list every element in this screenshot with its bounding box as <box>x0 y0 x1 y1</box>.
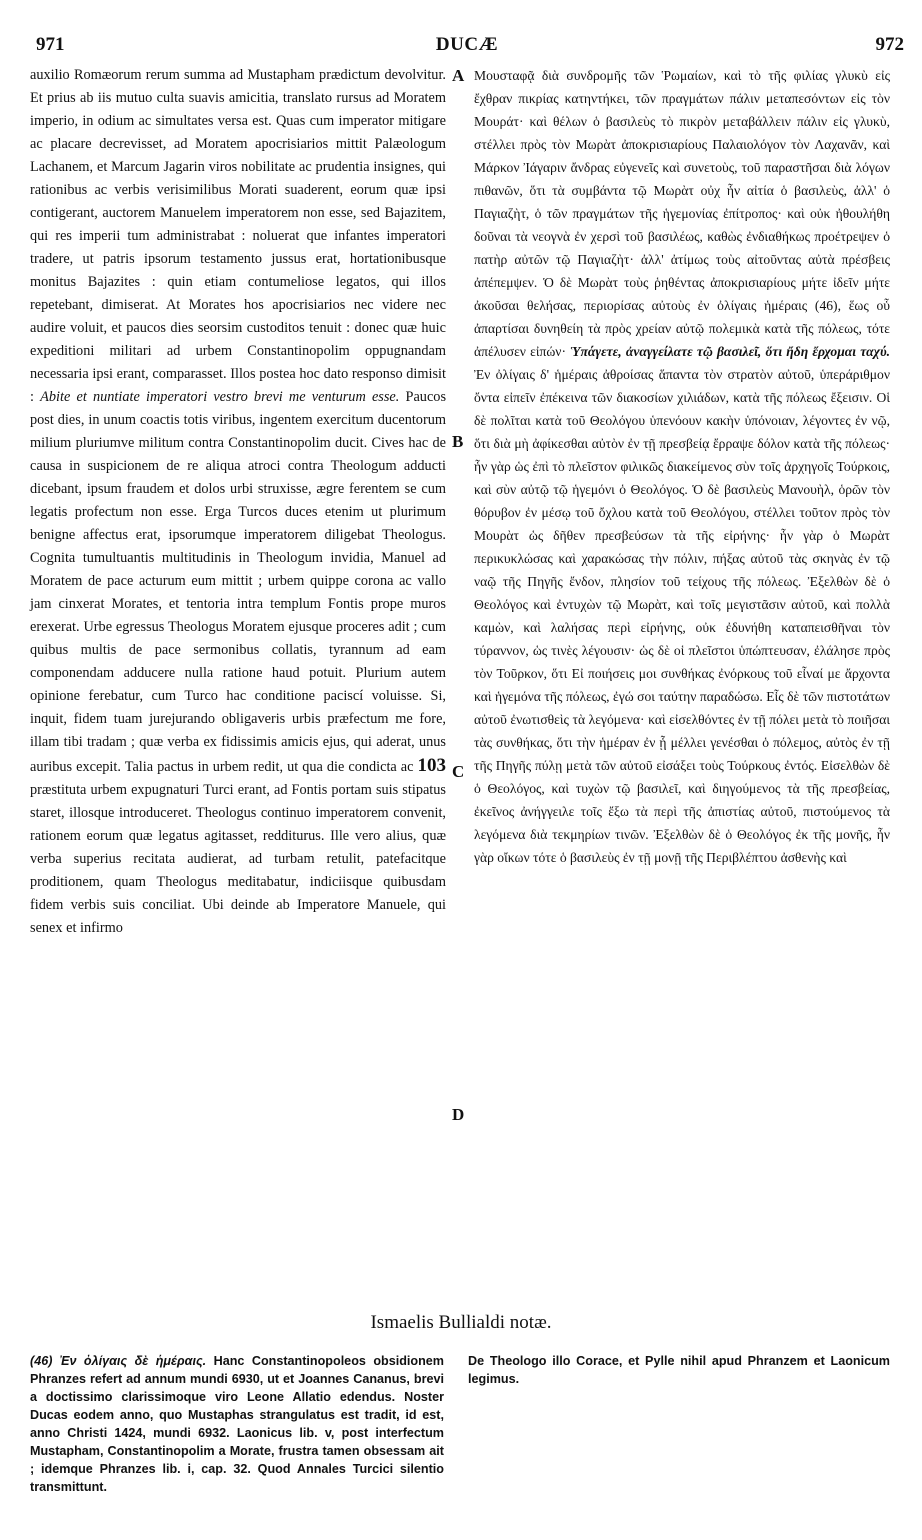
greek-text-part2: Ἐν ὀλίγαις δ' ἡμέραις ἀθροίσας ἅπαντα τὸν στρατὸν αὐτοῦ, ὑπεράριθμον ὄντα εἰπεῖν ἐπέκεινα τῶν διακοσίων χιλιάδων, κατὰ τῆς πόλεως ἔξεισιν. Οἱ δὲ πολῖται κατὰ τοῦ Θεολόγου ὑπενόουν κακὴν ὑπόνοιαν, λέγοντες ἐν νῷ, ὅτι διὰ μὴ ἀφίκεσθαι αὐτὸν ἐν τῇ πρεσβείᾳ ἔρραψε δόλον κατὰ τῆς πόλεως· ἦν γὰρ ὡς ἐπὶ τὸ πλεῖστον φιλικῶς διακείμενος σὺν τοῖς ἀρχηγοῖς Τούρκοις, καὶ σὺν αὐτῷ τῷ ἡγεμόνι ὁ Θεολόγος. Ὁ δὲ βασιλεὺς Μανουὴλ, ὁρῶν τὸν θόρυβον ἐν μέσῳ τοῦ ὄχλου κατὰ τοῦ Θεολόγου, στέλλει τοῦτον πρὸς τὸν Μουρὰτ ὡς δῆθεν πρεσβεύσων τὰ τῆς εἰρήνης· ἦν γὰρ ὁ Μωρὰτ περικυκλώσας καὶ χαρακώσας τὴν πόλιν, πήξας αὐτοῦ τὰς σκηνὰς ἐν τῷ ναῷ τῆς Πηγῆς ἔνδον, πλησίον τοῦ τείχους τῆς πόλεως. Ἐξελθὼν δὲ ὁ Θεολόγος καὶ ἐντυχὼν τῷ Μωρὰτ, καὶ τοῖς μεγιστᾶσιν αὐτοῦ, καὶ πολλὰ καμὼν, καὶ λαλήσας περὶ εἰρήνης, οὐκ ἐδυνήθη καταπεισθῆναι τὸν τύραννον, ὡς τινὲς λέγουσιν· ὡς δὲ οἱ πλεῖστοι ὑπώπτευσαν, ἐλάλησε πρὸς τὸν Τοῦρκον, ὅτι Εἰ ποιήσεις μοι συνθήκας ἐνόρκους τοῦ εἶναί με ἄρχοντα καὶ ἡγεμόνα τῆς πόλεως, ἐγώ σοι ταύτην παραδώσω. Εἷς δὲ τῶν πιστοτάτων αὐτοῦ ἐνωτισθεὶς τὰ λεγόμενα· καὶ εἰσελθόντες ἐν τῇ πόλει μετὰ τὸ ποιῆσαι τὰς συνθήκας, ὅτι τὴν ἡμέραν ἐν ᾗ μέλλει γενέσθαι ὁ πόλεμος, αὐτὸς ἐν τῇ τῆς Πηγῆς πύλῃ μετὰ τῶν αὐτοῦ εἰσάξει τοὺς Τούρκους ἐντός. Εἰσελθὼν δὲ ὁ Θεολόγος, καὶ τυχὼν τῷ βασιλεῖ, καὶ διηγούμενος τὰ τῆς πρεσβείας, ἐκεῖνος ἀνήγγειλε τοῖς ἔξω τὰ περὶ τῆς ἀπιστίας αὐτοῦ, πιστούμενος τὰ λεγόμενα διὰ τεκμηρίων τινῶν. Ἐξελθὼν δὲ ὁ Θεολόγος ἐκ τῆς μονῆς, ἦν γὰρ οἴκων τότε ὁ βασιλεὺς ἐν τῇ μονῇ τῆς Περιβλέπτου ἀσθενὴς καὶ <box>474 367 890 865</box>
latin-text-part2: Paucos post dies, in unum coactis totis viribus, ingentem exercitum ducentorum milium pluriumve militum contra Constantinopolim ducit. Cives hac de causa in suspicionem de re aliqua atroci contra Theologum adducti dicebant, ipsum fraudem et dolos urbi struxisse, ægre ferentem se cum legatis profectum non esse. Erga Turcos duces etenim ut plurimum benigne affectus erat, ipsorumque imperatorem diligebat Theologus. Cognita tumultuantis multitudinis in Theologum invidia, Manuel ad Moratem de pace acturum eum mittit ; urbem quippe corona ac vallo jam cinxerat Morates, et tentoria intra templum Fontis prope muros erexerat. Urbe egressus Theologus Moratem ejusque proceres adit ; cum quibus multis de pace sermonibus collatis, tyrannum ad eam componendam adducere nulla ratione haud potuit. Plurium autem opinione ferebatur, cum Turco hac conditione paciscí voluisse. Si, inquit, fidem tuam jurejurando obligaveris urbis præfectum me fore, illam tibi tradam ; quæ verba ex fidissimis amicis ejus, qui aderat, unus auribus excepit. Talia pactus in urbem redit, ut qua die condicta ac <box>30 389 447 775</box>
latin-text-part3: præstituta urbem expugnaturi Turci erant, ad Fontis portam suis stipatus staret, illosque introduceret. Theologus continuo imperatorem convenit, rationem eorum quæ legatus agitasset, redditurus. Ille vero alius, quæ verba superius recitata audierat, ad turbam retulit, patefacitque proditionem, quam Theologus meditabatur, indiciisque quibusdam fidem verbis suis conciliat. Ubi deinde ab Imperatore Manuele, qui senex et infirmo <box>30 782 446 936</box>
latin-italic-quote: Abite et nuntiate imperatori vestro brevi me venturum esse. <box>40 389 400 405</box>
note-theologus: De Theologo illo Corace, et Pylle nihil apud Phranzem et Laonicum legimus. <box>468 1354 890 1386</box>
latin-paragraph <box>30 64 446 940</box>
folio-marker: 103 <box>417 755 446 776</box>
notes-title: Ismaelis Bullialdi notæ. <box>370 1312 552 1333</box>
notes-left-column <box>30 1352 444 1496</box>
margin-letter-c: C <box>452 762 465 781</box>
note-46 <box>30 1352 444 1496</box>
greek-paragraph <box>474 64 890 869</box>
page-header <box>30 34 904 60</box>
margin-letter-a: A <box>452 66 465 85</box>
greek-bold-quote: Ὑπάγετε, ἀναγγείλατε τῷ βασιλεῖ, ὅτι ἤδη ἔρχομαι ταχύ. <box>570 344 890 359</box>
latin-column <box>30 64 446 940</box>
page-number-left: 971 <box>36 34 65 55</box>
note-lemma: (46) Ἐν ὀλίγαις δὲ ἡμέραις. <box>30 1354 207 1368</box>
note-text-left: Hanc Constantinopoleos obsidionem Phranzes refert ad annum mundi 6930, ut et Joannes Cananus, brevi a doctissimo clarissimoque viro Leone Allatio edendus. Noster Ducas eodem anno, quo Mustaphas strangulatus est tradit, id est, anno Christi 1424, mundi 6932. Laonicus lib. v, post interfectum Mustapham, Constantinopolim a Morate, frustra tamen obsessam ait ; idemque Phranzes lib. i, cap. 32. Quod Annales Turcici silentio transmittunt. <box>30 1354 444 1494</box>
margin-letter-b: B <box>452 432 464 451</box>
page-number-right: 972 <box>875 34 904 55</box>
greek-column <box>474 64 890 869</box>
latin-text-part1: auxilio Romæorum rerum summa ad Mustapham prædictum devolvitur. Et prius ab iis mutuo culta suavis amicitia, translato rursus ad Moratem imperio, in odium ac simultates versa est. Quas cum imperator mitigare ac placare decrevisset, ad Moratem apocrisiarios mittit Palæologum Lachanem, et Marcum Jagarin viros nobilitate ac prudentia insignes, qui rationibus ac verbis verisimilibus Morati suaderent, eorum quæ ipsi contigerant, auctorem Manuelem imperatorem non esse, sed Bajazitem, qui res imperii tum administrabat : noluerat que infantes imperatori tradere, ut patris ipsorum testamento jussus erat, hortationibusque monitus Bajazites : quin etiam contumeliose legatos, qui illos repetebant, dimiserat. At Morates hos apocrisiarios nec videre nec audire voluit, et paucos dies seorsim custoditos tenuit : donec quæ huic expeditioni militari ad urbem Constantinopolim oppugnandam necessaria ipsi erant, comparasset. Illos postea hoc dato responso dimisit : <box>30 67 446 405</box>
running-title: DUCÆ <box>435 34 499 55</box>
greek-text-part1: Μουσταφᾷ διὰ συνδρομῆς τῶν Ῥωμαίων, καὶ τὸ τῆς φιλίας γλυκὺ εἰς ἔχθραν πικρίας κατηντήκει, τῶν πραγμάτων πάλιν μεταπεσόντων εἰς τὸν Μουράτ· καὶ θέλων ὁ βασιλεὺς τὸ πικρὸν μεταβάλλειν πάλιν εἰς γλυκὺ, στέλλει πρὸς τὸν Μωρὰτ ἀποκρισιαρίους Παλαιολόγον τὸν Λαχανᾶν, καὶ Μάρκον Ἰάγαριν ἄνδρας εὐγενεῖς καὶ συνετοὺς, τοῦ παραστῆσαι διὰ λόγων πιθανῶν, ὅτι τὰ συμβάντα τῷ Μωρὰτ οὐχ ἦν αἰτία ὁ βασιλεὺς, ἀλλ' ὁ Παγιαζὴτ, ὁ τῶν πραγμάτων τῆς ἡγεμονίας ἐπίτροπος· καὶ οὐκ ἠθουλήθη δοῦναι τὰ νεογνὰ ἐν χερσὶ τοῦ βασιλέως, καθὼς ἐνδιαθήκως προέτρεψεν ὁ πατὴρ αὐτῶν τῷ Παγιαζὴτ· ἀλλ' ἀτίμως τοὺς αἰτοῦντας αὐτὰ πρέσβεις ἀπέπεμψεν. Ὁ δὲ Μωρὰτ τοὺς ῥηθέντας ἀποκρισιαρίους μήτε ἰδεῖν μήτε ἀκοῦσαι θελήσας, περιορίσας αὐτοὺς ἐν ὀλίγαις ἡμέραις (46), ἕως οὗ ἀπαρτίσαι δυνηθείη τὰ πρὸς χρείαν αὐτῷ πολεμικὰ κατὰ τῆς πόλεως, τότε ἀπέλυσεν εἰπών· <box>474 68 890 359</box>
notes-right-column <box>468 1352 890 1388</box>
margin-letter-d: D <box>452 1105 465 1124</box>
